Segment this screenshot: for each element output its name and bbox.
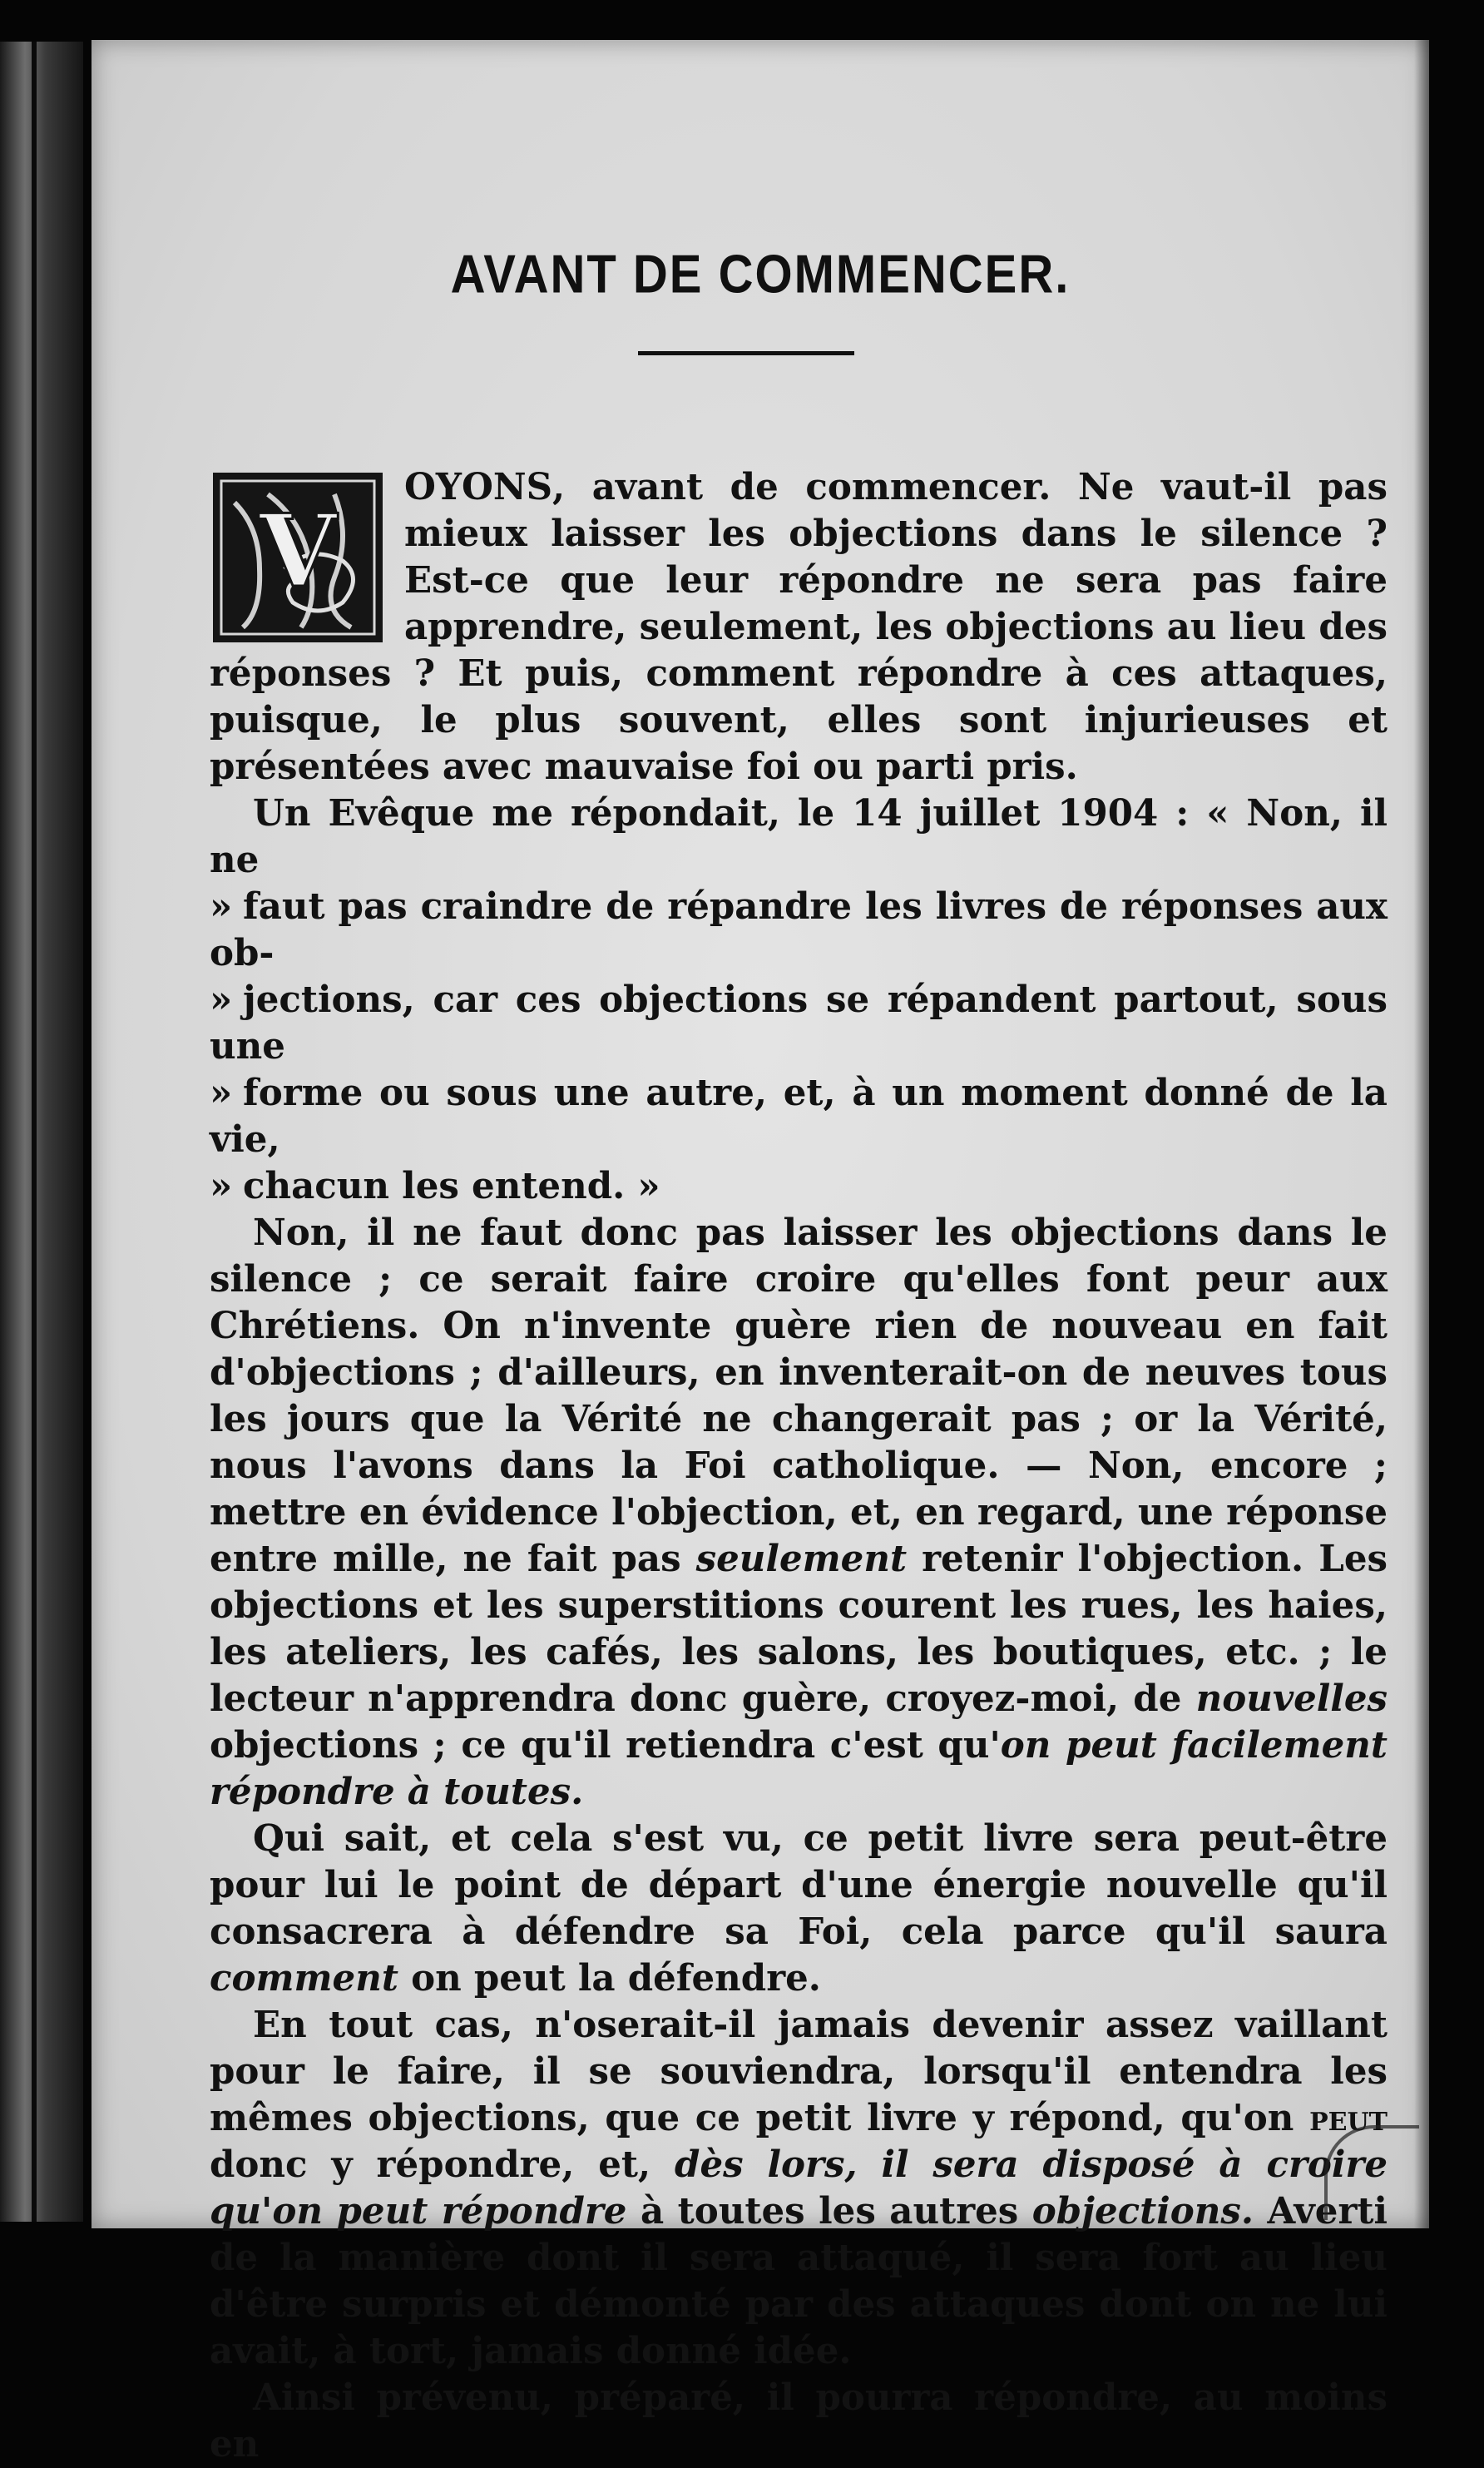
quote-line-text: chacun les entend. » [243,1165,660,1207]
paragraph-4-text: Qui sait, et cela s'est vu, ce petit livre sera peut-être pour lui le point de départ d'une énergie nouvelle qu'il consacrera à défendre sa Foi, cela parce qu'il saura [210,1817,1388,1953]
paragraph-5-text: à [626,2190,678,2233]
quote-mark: » [210,979,233,1021]
curled-page-corner [1324,2125,1419,2220]
paragraph-5-text [1018,2190,1032,2233]
paragraph-5-text: donc y répondre, et, [210,2143,675,2186]
emphasis: seulement [695,1538,908,1580]
paragraph-5-text: En tout cas, n'oserait-il jamais devenir assez vaillant pour le faire, il se souviendra, lorsqu'il entendra les mêmes objections, que ce petit livre y répond, qu'on [210,2004,1388,2139]
quote-line-text: faut pas craindre de répandre les livres de réponses aux ob- [210,885,1388,974]
first-word-rest: OYONS [404,466,553,508]
paragraph-3-text: Non, il ne faut donc pas laisser les objections dans le silence ; ce serait faire croire qu'elles font peur aux Chrétiens. On n'invente guère rien de nouveau en fait d'objections ; d'ailleurs, en inventerait-on de neuves tous les jours que la Vérité ne changerait pas ; or la Vérité, nous l'avons dans la Foi catholique. — Non, encore ; mettre en évidence l'objection, et, en regard, une réponse entre mille, ne fait pas [210,1212,1388,1580]
quote-line [210,1070,1388,1163]
paragraph-3-text: retenir l'objection. Les objections et les superstitions courent les rues, les haies, les ateliers, les cafés, les salons, les boutiques, etc. ; le lecteur n'apprendra donc guère, croyez-moi, de [210,1538,1388,1720]
paragraph-6-text: Ainsi prévenu, préparé, il pourra répondre, au moins en [210,2376,1388,2466]
quoted-lines [210,884,1388,1210]
quote-mark: » [210,885,233,928]
quote-line [210,1163,1388,1210]
adjacent-page-edge [0,42,83,2222]
emphasis: on peut facilement répondre à toutes. [210,1724,1388,1813]
body-text [210,464,1388,2468]
paragraph-4 [210,1816,1388,2002]
paragraph-2-intro [210,790,1388,884]
quote-line-text: forme ou sous une autre, et, à un moment donné de la vie, [210,1072,1388,1161]
paragraph-3 [210,1210,1388,1816]
paragraph-5 [210,2002,1388,2375]
svg-text:V: V [259,493,337,610]
quote-mark: » [210,1165,233,1207]
paragraph-1 [210,464,1388,790]
paragraph-6 [210,2375,1388,2468]
emphasis: comment [210,1957,398,2000]
paragraph-4-text: on peut la défendre. [398,1957,821,2000]
paragraph-1-text: , avant de commencer. Ne vaut-il pas mieux laisser les objections dans le silence ? Est-ce que leur répondre ne sera pas faire apprendre, seulement, les objections au lieu des réponses ? Et puis, comment répondre à ces attaques, puisque, le plus souvent, elles sont injurieuses et présentées avec mauvaise foi ou parti pris. [210,466,1388,788]
page-shadow-edge [1414,40,1429,2228]
quote-mark: » [210,1072,233,1114]
paragraph-2-text: Un Evêque me répondait, le 14 juillet 1904 : « Non, il ne [210,792,1388,881]
small-caps-word: peut [1309,2097,1388,2139]
paragraph-5-text: Averti de la manière dont il sera attaqué, il sera fort au lieu d'être surpris et démonté par des attaques dont on ne lui avait, à tort, jamais donné idée. [210,2190,1388,2372]
bold-phrase: toutes les autres [677,2190,1019,2233]
quote-line [210,884,1388,977]
ornamental-drop-cap [210,469,386,646]
emphasis: nouvelles [1195,1678,1388,1720]
chapter-title: AVANT DE COMMENCER. [450,244,1071,305]
paragraph-3-text: objections ; ce qu'il retiendra c'est qu' [210,1724,1001,1767]
drop-cap-glyph [210,469,386,646]
emphasis: dès lors, il sera disposé à croire qu'on peut répondre [210,2143,1388,2233]
quote-line-text: jections, car ces objections se répandent partout, sous une [210,979,1388,1068]
book-page [92,40,1429,2466]
title-rule [638,351,854,355]
quote-line [210,977,1388,1070]
emphasis: objections. [1031,2190,1254,2233]
